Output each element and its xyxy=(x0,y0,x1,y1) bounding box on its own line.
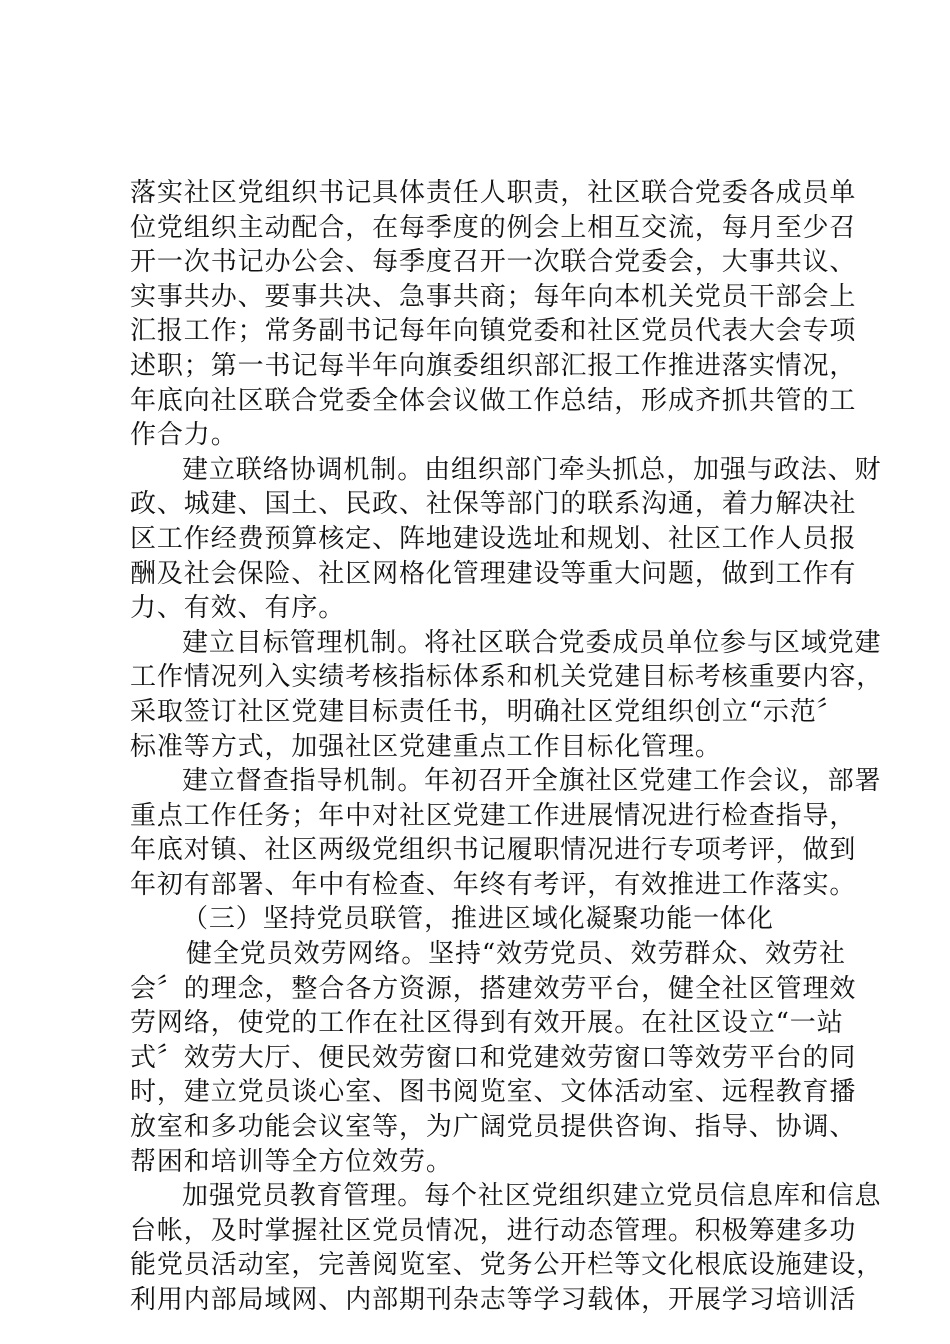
text-line: 工作情况列入实绩考核指标体系和机关党建目标考核重要内容， xyxy=(130,662,884,693)
text-line: 时，建立党员谈心室、图书阅览室、文体活动室、远程教育播 xyxy=(130,1077,857,1108)
heading-line: （三）坚持党员联管，推进区域化凝聚功能一体化 xyxy=(182,904,774,935)
text-line: 放室和多功能会议室等，为广阔党员提供咨询、指导、协调、 xyxy=(130,1112,857,1143)
text-line: 健全党员效劳网络。坚持“效劳党员、效劳群众、效劳社 xyxy=(186,939,846,970)
text-line: 会〞的理念，整合各方资源，搭建效劳平台，健全社区管理效 xyxy=(130,973,857,1004)
text-line: 实事共办、要事共决、急事共商；每年向本机关党员干部会上 xyxy=(130,281,857,312)
paragraph xyxy=(130,1179,884,1317)
text-line: 开一次书记办公会、每季度召开一次联合党委会，大事共议、 xyxy=(130,247,857,278)
text-line: 述职；第一书记每半年向旗委组织部汇报工作推进落实情况， xyxy=(130,350,857,381)
paragraph xyxy=(130,626,884,764)
text-line: 酬及社会保险、社区网格化管理建设等重大问题，做到工作有 xyxy=(130,558,857,589)
paragraph xyxy=(130,764,882,902)
text-line: 政、城建、国土、民政、社保等部门的联系沟通，着力解决社 xyxy=(130,489,857,520)
text-line: 建立联络协调机制。由组织部门牵头抓总，加强与政法、财 xyxy=(182,454,882,485)
text-line: 加强党员教育管理。每个社区党组织建立党员信息库和信息 xyxy=(182,1181,882,1212)
text-line: 位党组织主动配合，在每季度的例会上相互交流，每月至少召 xyxy=(130,212,857,243)
text-line: 劳网络，使党的工作在社区得到有效开展。在社区设立“一站 xyxy=(130,1008,844,1039)
text-line: 作合力。 xyxy=(130,420,238,451)
text-line: 年底对镇、社区两级党组织书记履职情况进行专项考评，做到 xyxy=(130,835,857,866)
paragraph xyxy=(130,937,857,1179)
text-line: 建立目标管理机制。将社区联合党委成员单位参与区域党建 xyxy=(182,627,882,658)
paragraph xyxy=(130,453,882,626)
text-line: 年底向社区联合党委全体会议做工作总结，形成齐抓共管的工 xyxy=(130,385,857,416)
text-line: 能党员活动室，完善阅览室、党务公开栏等文化根底设施建设， xyxy=(130,1250,884,1281)
text-line: 区工作经费预算核定、阵地建设选址和规划、社区工作人员报 xyxy=(130,523,857,554)
text-line: 落实社区党组织书记具体责任人职责，社区联合党委各成员单 xyxy=(130,178,857,208)
paragraph xyxy=(130,176,857,453)
text-line: 年初有部署、年中有检查、年终有考评，有效推进工作落实。 xyxy=(130,869,857,900)
text-line: 采取签订社区党建目标责任书，明确社区党组织创立“示范〞 xyxy=(130,696,844,727)
text-line: 式〞效劳大厅、便民效劳窗口和党建效劳窗口等效劳平台的同 xyxy=(130,1042,857,1073)
text-line: 建立督查指导机制。年初召开全旗社区党建工作会议，部署 xyxy=(182,766,882,797)
text-line: 重点工作任务；年中对社区党建工作进展情况进行检查指导， xyxy=(130,800,857,831)
text-line: 利用内部局域网、内部期刊杂志等学习载体，开展学习培训活 xyxy=(130,1285,857,1315)
text-line: 汇报工作；常务副书记每年向镇党委和社区党员代表大会专项 xyxy=(130,316,857,347)
text-line: 力、有效、有序。 xyxy=(130,593,346,624)
document-body xyxy=(130,176,884,1318)
text-line: 帮困和培训等全方位效劳。 xyxy=(130,1146,453,1177)
text-line: 台帐，及时掌握社区党员情况，进行动态管理。积极筹建多功 xyxy=(130,1215,857,1246)
text-line: 标准等方式，加强社区党建重点工作目标化管理。 xyxy=(130,731,722,762)
section-heading xyxy=(130,902,830,937)
